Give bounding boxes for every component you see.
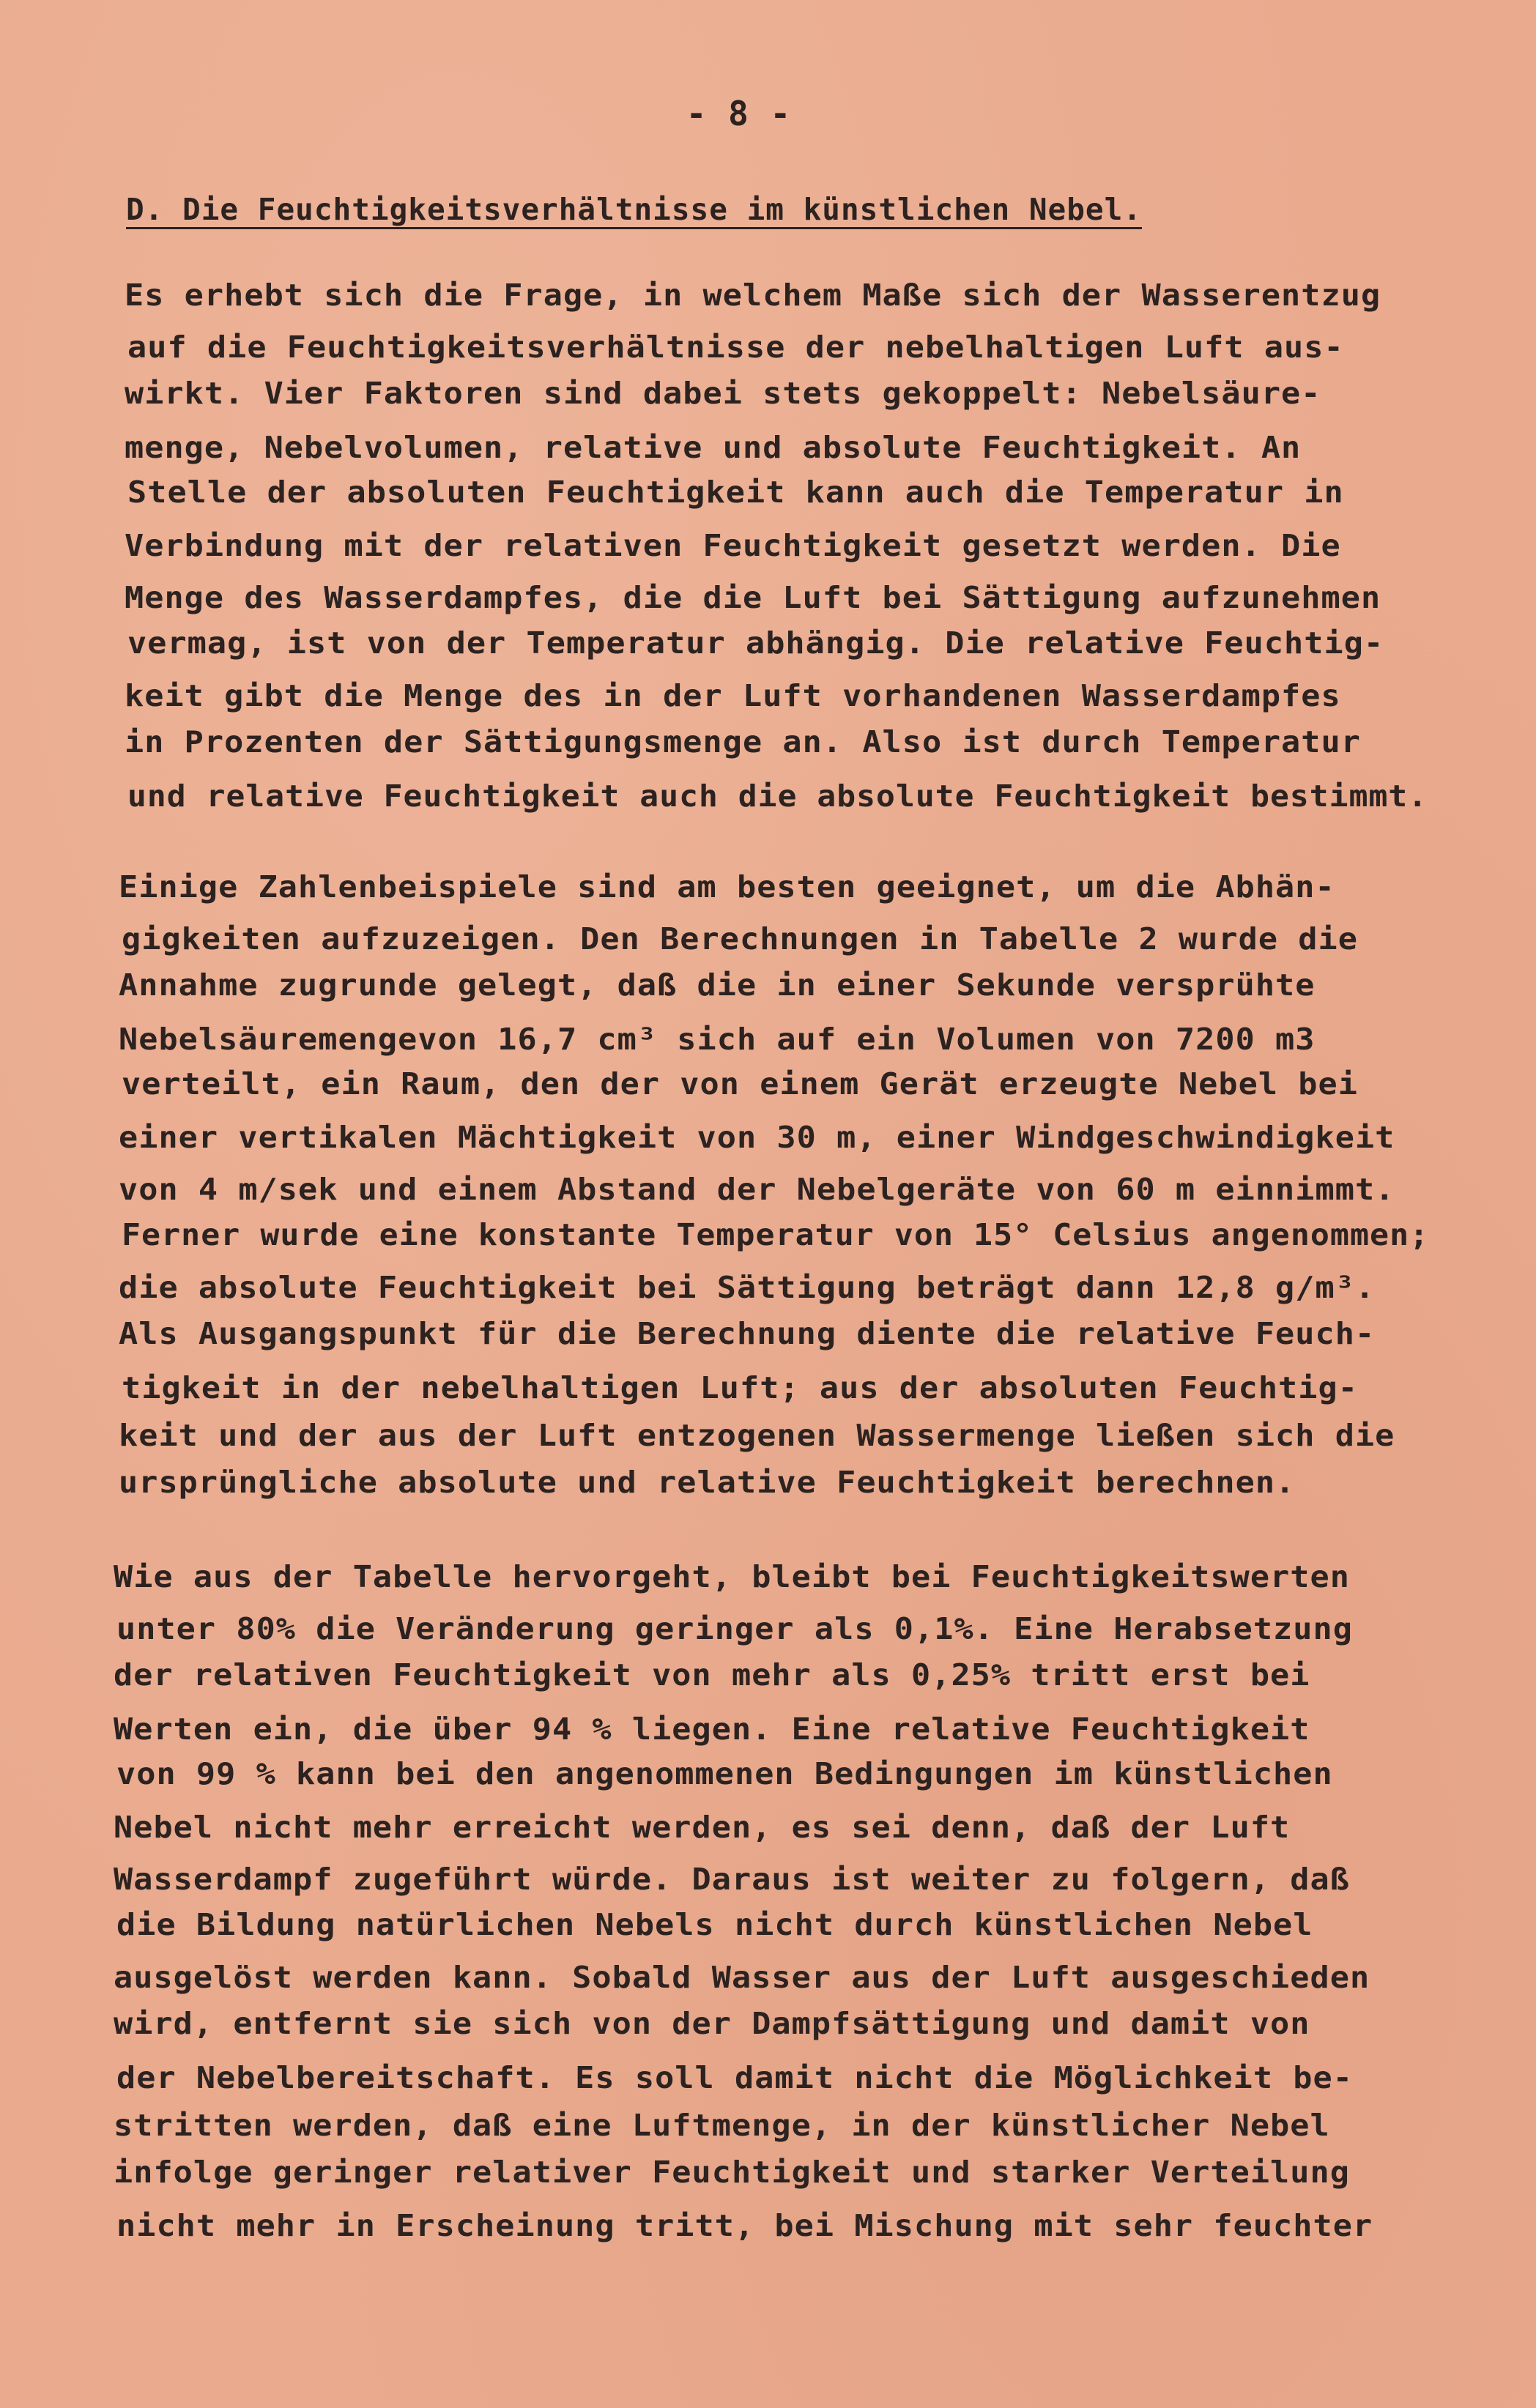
text-line: Nebelsäuremengevon 16,7 cm³ sich auf ein Volumen von 7200 m3	[119, 1022, 1316, 1057]
text-line: tigkeit in der nebelhaltigen Luft; aus der absoluten Feuchtig-	[122, 1370, 1358, 1405]
text-line: vermag, ist von der Temperatur abhängig. Die relative Feuchtig-	[127, 625, 1384, 661]
text-line: Einige Zahlenbeispiele sind am besten geeignet, um die Abhän-	[119, 869, 1335, 904]
text-line: verteilt, ein Raum, den der von einem Gerät erzeugte Nebel bei	[122, 1066, 1358, 1101]
text-line: Stelle der absoluten Feuchtigkeit kann auch die Temperatur in	[127, 475, 1344, 510]
text-line: in Prozenten der Sättigungsmenge an. Also ist durch Temperatur	[125, 724, 1361, 759]
section-heading: D. Die Feuchtigkeitsverhältnisse im künstlichen Nebel.	[126, 192, 1142, 227]
text-line: ursprüngliche absolute und relative Feuchtigkeit berechnen.	[119, 1465, 1296, 1500]
text-line: wird, entfernt sie sich von der Dampfsättigung und damit von	[114, 2006, 1310, 2041]
text-line: Werten ein, die über 94 % liegen. Eine relative Feuchtigkeit	[114, 1712, 1310, 1747]
text-line: auf die Feuchtigkeitsverhältnisse der nebelhaltigen Luft aus-	[127, 330, 1344, 365]
text-line: Wasserdampf zugeführt würde. Daraus ist weiter zu folgern, daß	[114, 1862, 1350, 1897]
text-line: Menge des Wasserdampfes, die die Luft bei Sättigung aufzunehmen	[125, 580, 1381, 615]
text-line: wirkt. Vier Faktoren sind dabei stets gekoppelt: Nebelsäure-	[125, 376, 1321, 411]
text-line: Als Ausgangspunkt für die Berechnung diente die relative Feuch-	[119, 1316, 1376, 1351]
text-line: Wie aus der Tabelle hervorgeht, bleibt bei Feuchtigkeitswerten	[114, 1559, 1350, 1594]
text-line: Annahme zugrunde gelegt, daß die in einer Sekunde versprühte	[119, 967, 1316, 1003]
page-number: - 8 -	[686, 94, 792, 133]
text-line: Es erhebt sich die Frage, in welchem Maße sich der Wasserentzug	[125, 278, 1381, 313]
text-line: infolge geringer relativer Feuchtigkeit und starker Verteilung	[114, 2155, 1350, 2190]
text-line: und relative Feuchtigkeit auch die absolute Feuchtigkeit bestimmt.	[127, 778, 1428, 814]
text-line: einer vertikalen Mächtigkeit von 30 m, einer Windgeschwindigkeit	[119, 1120, 1395, 1155]
text-line: Verbindung mit der relativen Feuchtigkeit gesetzt werden. Die	[125, 528, 1341, 563]
text-line: stritten werden, daß eine Luftmenge, in der künstlicher Nebel	[114, 2108, 1330, 2143]
text-line: unter 80% die Veränderung geringer als 0,1%. Eine Herabsetzung	[116, 1611, 1353, 1646]
text-line: der relativen Feuchtigkeit von mehr als 0,25% tritt erst bei	[114, 1657, 1310, 1692]
text-line: ausgelöst werden kann. Sobald Wasser aus der Luft ausgeschieden	[114, 1960, 1370, 1995]
text-line: nicht mehr in Erscheinung tritt, bei Mischung mit sehr feuchter	[116, 2208, 1373, 2243]
text-line: menge, Nebelvolumen, relative und absolute Feuchtigkeit. An	[125, 430, 1302, 465]
text-line: keit und der aus der Luft entzogenen Wassermenge ließen sich die	[119, 1418, 1395, 1453]
text-line: Nebel nicht mehr erreicht werden, es sei denn, daß der Luft	[114, 1810, 1291, 1845]
text-line: der Nebelbereitschaft. Es soll damit nicht die Möglichkeit be-	[116, 2060, 1353, 2095]
text-line: die Bildung natürlichen Nebels nicht durch künstlichen Nebel	[116, 1907, 1313, 1942]
text-line: von 4 m/sek und einem Abstand der Nebelgeräte von 60 m einnimmt.	[119, 1172, 1395, 1207]
text-line: die absolute Feuchtigkeit bei Sättigung beträgt dann 12,8 g/m³.	[119, 1270, 1376, 1305]
text-line: von 99 % kann bei den angenommenen Bedingungen im künstlichen	[116, 1756, 1333, 1791]
text-line: Ferner wurde eine konstante Temperatur von 15° Celsius angenommen;	[122, 1217, 1430, 1252]
text-line: keit gibt die Menge des in der Luft vorhandenen Wasserdampfes	[125, 678, 1341, 713]
text-line: gigkeiten aufzuzeigen. Den Berechnungen in Tabelle 2 wurde die	[122, 921, 1358, 956]
